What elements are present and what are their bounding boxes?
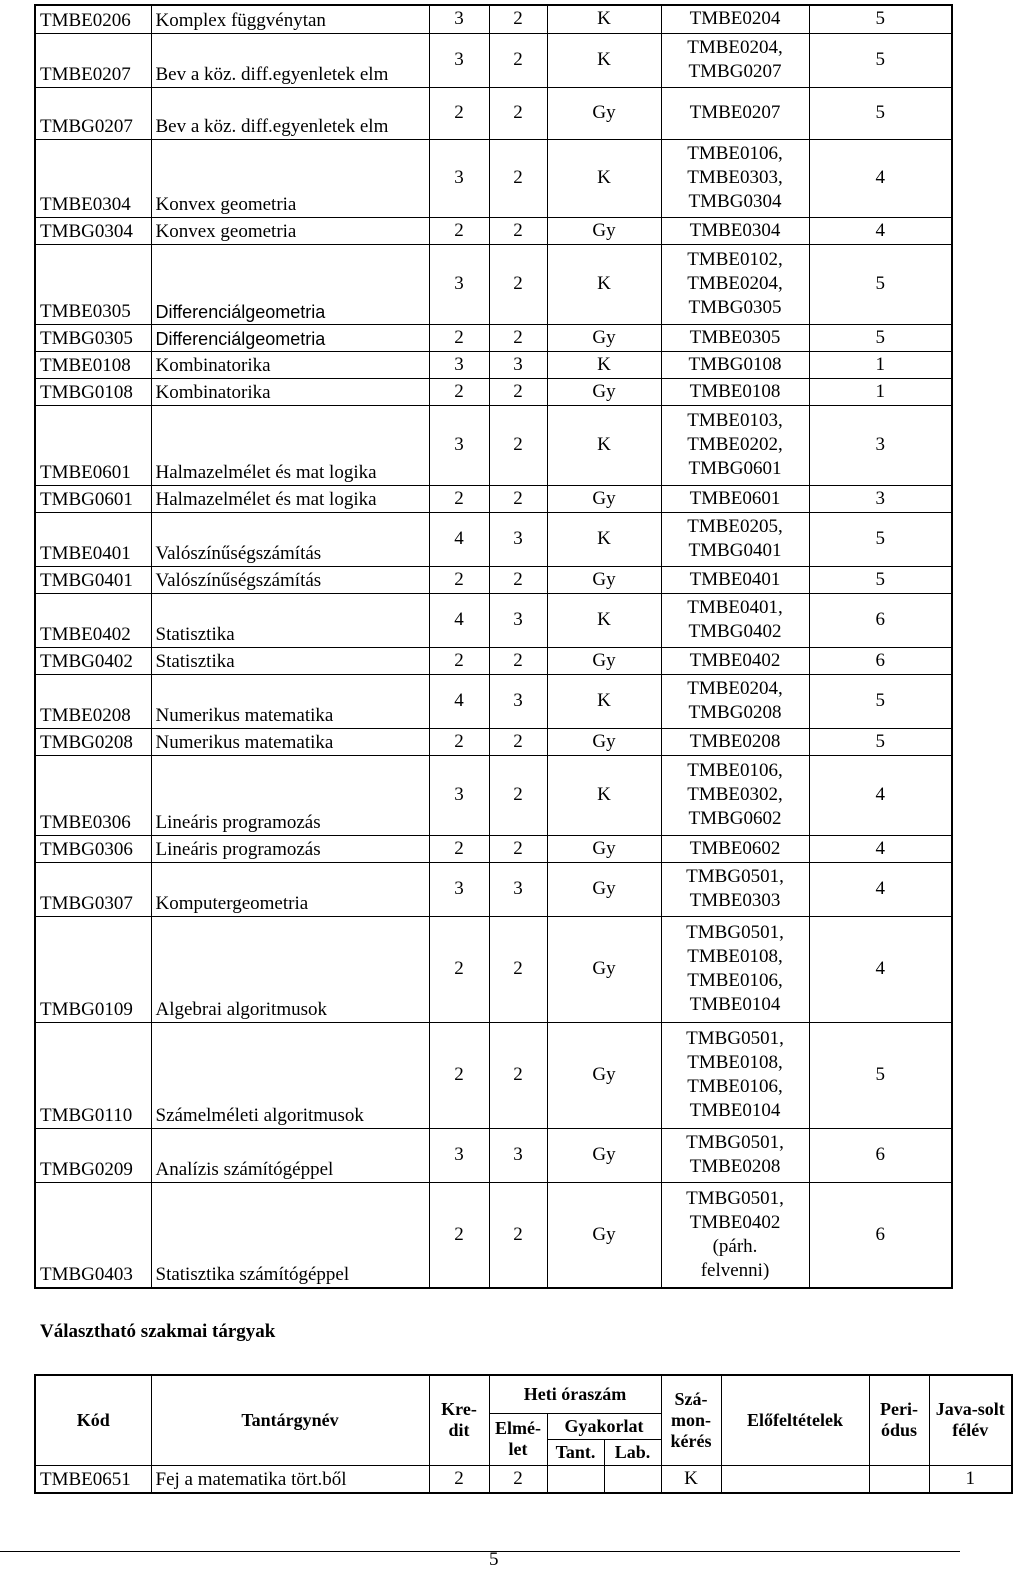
course-exam: Gy <box>547 217 661 244</box>
course-exam: Gy <box>547 1022 661 1128</box>
course-practice: 2 <box>489 217 547 244</box>
course-name: Numerikus matematika <box>151 728 429 755</box>
course-practice: 2 <box>489 139 547 217</box>
course-code: TMBG0209 <box>35 1128 151 1182</box>
course-lecture: 2 <box>429 566 489 593</box>
course-semester: 1 <box>929 1465 1012 1493</box>
course-code: TMBG0304 <box>35 217 151 244</box>
course-exam: K <box>547 674 661 728</box>
course-name: Differenciálgeometria <box>151 324 429 351</box>
course-row <box>35 324 952 351</box>
course-prereqs <box>661 647 809 674</box>
course-row <box>35 835 952 862</box>
prereq-code: TMBE0402 <box>689 1211 781 1233</box>
course-exam: Gy <box>547 1128 661 1182</box>
course-name: Valószínűségszámítás <box>151 566 429 593</box>
prereq-code: TMBE0108, <box>687 946 783 967</box>
course-lecture: 3 <box>429 139 489 217</box>
course-exam: Gy <box>547 835 661 862</box>
prereq-code: TMBG0501, <box>686 922 784 943</box>
course-practice: 2 <box>489 1022 547 1128</box>
course-prereqs <box>661 916 809 1022</box>
course-lecture: 4 <box>429 674 489 728</box>
prereq-code: TMBG0501, <box>686 1132 784 1153</box>
prereq-code: TMBE0304 <box>689 219 781 241</box>
course-name: Konvex geometria <box>151 217 429 244</box>
course-semester: 4 <box>809 755 952 835</box>
course-prereqs <box>661 1128 809 1182</box>
course-row <box>35 217 952 244</box>
course-code: TMBG0401 <box>35 566 151 593</box>
prereq-code: TMBE0401, <box>687 597 783 618</box>
prereq-code: TMBG0207 <box>688 61 782 82</box>
course-name: Komputergeometria <box>151 862 429 916</box>
course-practice: 2 <box>489 324 547 351</box>
course-row <box>35 5 952 33</box>
course-name: Konvex geometria <box>151 139 429 217</box>
course-code: TMBE0401 <box>35 512 151 566</box>
course-code: TMBG0601 <box>35 485 151 512</box>
course-practice-lab <box>604 1465 661 1493</box>
course-code: TMBE0601 <box>35 405 151 485</box>
course-practice: 3 <box>489 674 547 728</box>
course-code: TMBE0108 <box>35 351 151 378</box>
course-lecture: 2 <box>429 324 489 351</box>
course-exam: Gy <box>547 916 661 1022</box>
course-lecture: 3 <box>429 1128 489 1182</box>
course-exam: K <box>547 5 661 33</box>
course-practice: 3 <box>489 512 547 566</box>
course-name: Halmazelmélet és mat logika <box>151 405 429 485</box>
course-name: Bev a köz. diff.egyenletek elm <box>151 87 429 139</box>
course-semester: 5 <box>809 728 952 755</box>
prereq-code: TMBE0207 <box>689 102 781 123</box>
header-weekly-hours: Heti óraszám <box>489 1375 661 1413</box>
course-prereqs <box>661 324 809 351</box>
prereq-code: TMBE0302, <box>687 784 783 805</box>
course-prereqs <box>661 1182 809 1288</box>
course-lecture: 3 <box>429 405 489 485</box>
course-code: TMBG0305 <box>35 324 151 351</box>
course-lecture: 2 <box>429 378 489 405</box>
course-row <box>35 405 952 485</box>
course-name: Statisztika <box>151 647 429 674</box>
course-practice: 2 <box>489 755 547 835</box>
header-semester: Java-solt félév <box>929 1375 1012 1465</box>
course-semester: 1 <box>809 378 952 405</box>
course-prereqs <box>661 5 809 33</box>
course-lecture: 3 <box>429 755 489 835</box>
course-exam: Gy <box>547 1182 661 1288</box>
course-semester: 5 <box>809 324 952 351</box>
course-exam: Gy <box>547 566 661 593</box>
elective-section-title: Választható szakmai tárgyak <box>40 1321 276 1342</box>
course-code: TMBE0651 <box>35 1465 151 1493</box>
course-exam: Gy <box>547 324 661 351</box>
course-exam: K <box>547 33 661 87</box>
course-code: TMBE0305 <box>35 244 151 324</box>
header-prereqs: Előfeltételek <box>721 1375 869 1465</box>
course-name: Lineáris programozás <box>151 755 429 835</box>
course-name: Analízis számítógéppel <box>151 1128 429 1182</box>
prereq-code: TMBG0501, <box>686 1028 784 1049</box>
course-name: Numerikus matematika <box>151 674 429 728</box>
prereq-code: TMBG0501, <box>686 1187 784 1209</box>
course-prereqs <box>661 593 809 647</box>
prereq-code: TMBE0402 <box>689 649 781 671</box>
course-prereqs <box>661 405 809 485</box>
prereq-code: (párh. <box>712 1235 758 1257</box>
course-lecture: 3 <box>429 5 489 33</box>
prereq-code: TMBE0204 <box>689 8 781 30</box>
course-prereqs <box>661 378 809 405</box>
course-prereqs <box>661 835 809 862</box>
course-prereqs <box>661 862 809 916</box>
course-exam: K <box>547 755 661 835</box>
course-code: TMBG0403 <box>35 1182 151 1288</box>
header-practice-tant: Tant. <box>547 1439 604 1465</box>
course-practice: 2 <box>489 87 547 139</box>
course-practice: 3 <box>489 862 547 916</box>
course-exam: Gy <box>547 378 661 405</box>
course-name: Algebrai algoritmusok <box>151 916 429 1022</box>
course-name: Valószínűségszámítás <box>151 512 429 566</box>
course-row <box>35 862 952 916</box>
header-code: Kód <box>35 1375 151 1465</box>
course-semester: 6 <box>809 593 952 647</box>
course-prereqs <box>661 512 809 566</box>
prereq-code: TMBE0106, <box>687 143 783 164</box>
required-courses-table <box>34 4 953 1289</box>
prereq-code: TMBE0305 <box>689 326 781 348</box>
course-exam: K <box>547 512 661 566</box>
course-semester: 5 <box>809 244 952 324</box>
course-code: TMBE0402 <box>35 593 151 647</box>
course-practice: 2 <box>489 1182 547 1288</box>
header-practice: Gyakorlat <box>547 1413 661 1439</box>
prereq-code: TMBE0205, <box>687 516 783 537</box>
prereq-code: TMBE0208 <box>689 1156 781 1177</box>
course-row <box>35 244 952 324</box>
course-code: TMBG0402 <box>35 647 151 674</box>
course-code: TMBE0304 <box>35 139 151 217</box>
course-prereqs <box>661 244 809 324</box>
course-row <box>35 351 952 378</box>
course-row <box>35 33 952 87</box>
course-name: Halmazelmélet és mat logika <box>151 485 429 512</box>
course-prereqs <box>721 1465 869 1493</box>
course-semester: 4 <box>809 835 952 862</box>
prereq-code: TMBE0108 <box>689 380 781 402</box>
course-prereqs <box>661 139 809 217</box>
course-code: TMBG0307 <box>35 862 151 916</box>
course-exam: K <box>547 405 661 485</box>
course-prereqs <box>661 33 809 87</box>
course-exam: Gy <box>547 862 661 916</box>
course-prereqs <box>661 485 809 512</box>
course-semester: 6 <box>809 647 952 674</box>
prereq-code: TMBE0102, <box>687 249 783 270</box>
page-number: 5 <box>489 1549 499 1570</box>
course-practice: 3 <box>489 351 547 378</box>
course-row <box>35 1182 952 1288</box>
course-code: TMBG0108 <box>35 378 151 405</box>
course-prereqs <box>661 566 809 593</box>
course-lecture: 4 <box>429 512 489 566</box>
course-row <box>35 755 952 835</box>
header-name: Tantárgynév <box>151 1375 429 1465</box>
prereq-code: TMBG0305 <box>688 297 782 318</box>
course-lecture: 2 <box>489 1465 547 1493</box>
header-exam: Szá-mon-kérés <box>661 1375 721 1465</box>
course-lecture: 2 <box>429 87 489 139</box>
course-practice: 2 <box>489 916 547 1022</box>
elective-courses-table <box>34 1374 1013 1494</box>
course-name: Bev a köz. diff.egyenletek elm <box>151 33 429 87</box>
prereq-code: TMBE0106, <box>687 1076 783 1097</box>
course-lecture: 2 <box>429 835 489 862</box>
course-semester: 6 <box>809 1128 952 1182</box>
prereq-code: TMBE0108, <box>687 1052 783 1073</box>
course-name: Kombinatorika <box>151 351 429 378</box>
course-practice: 3 <box>489 1128 547 1182</box>
header-period: Peri-ódus <box>869 1375 929 1465</box>
course-prereqs <box>661 87 809 139</box>
prereq-code: TMBE0106, <box>687 970 783 991</box>
course-practice: 2 <box>489 728 547 755</box>
prereq-code: TMBE0204, <box>687 37 783 58</box>
course-row <box>35 1128 952 1182</box>
course-code: TMBE0206 <box>35 5 151 33</box>
course-code: TMBE0208 <box>35 674 151 728</box>
prereq-code: TMBG0401 <box>688 540 782 561</box>
course-code: TMBG0207 <box>35 87 151 139</box>
header-credit: Kre-dit <box>429 1375 489 1465</box>
course-exam: Gy <box>547 87 661 139</box>
course-practice: 2 <box>489 244 547 324</box>
course-practice-tant <box>547 1465 604 1493</box>
course-name: Lineáris programozás <box>151 835 429 862</box>
prereq-code: TMBE0103, <box>687 410 783 431</box>
prereq-code: TMBE0104 <box>689 994 781 1015</box>
course-lecture: 2 <box>429 728 489 755</box>
prereq-code: TMBE0208 <box>689 730 781 752</box>
prereq-code: TMBE0106, <box>687 760 783 781</box>
course-exam: Gy <box>547 647 661 674</box>
header-lecture: Elmé-let <box>489 1413 547 1465</box>
course-row <box>35 916 952 1022</box>
course-period <box>869 1465 929 1493</box>
course-semester: 4 <box>809 916 952 1022</box>
prereq-code: TMBE0104 <box>689 1100 781 1121</box>
course-semester: 5 <box>809 512 952 566</box>
course-practice: 2 <box>489 835 547 862</box>
course-prereqs <box>661 217 809 244</box>
course-lecture: 3 <box>429 33 489 87</box>
course-prereqs <box>661 755 809 835</box>
course-semester: 4 <box>809 217 952 244</box>
course-name: Differenciálgeometria <box>151 244 429 324</box>
course-row <box>35 1022 952 1128</box>
course-exam: Gy <box>547 728 661 755</box>
course-exam: K <box>547 244 661 324</box>
course-prereqs <box>661 728 809 755</box>
course-semester: 5 <box>809 674 952 728</box>
course-prereqs <box>661 1022 809 1128</box>
course-exam: Gy <box>547 485 661 512</box>
course-practice: 2 <box>489 33 547 87</box>
prereq-code: TMBE0204, <box>687 678 783 699</box>
course-practice: 2 <box>489 5 547 33</box>
prereq-code: TMBE0401 <box>689 568 781 590</box>
prereq-code: TMBG0501, <box>686 866 784 887</box>
course-practice: 2 <box>489 405 547 485</box>
course-semester: 5 <box>809 1022 952 1128</box>
course-code: TMBG0208 <box>35 728 151 755</box>
course-lecture: 2 <box>429 485 489 512</box>
course-exam: K <box>547 593 661 647</box>
course-semester: 3 <box>809 405 952 485</box>
course-lecture: 3 <box>429 351 489 378</box>
course-practice: 2 <box>489 378 547 405</box>
course-semester: 5 <box>809 87 952 139</box>
course-name: Komplex függvénytan <box>151 5 429 33</box>
course-practice: 2 <box>489 647 547 674</box>
course-practice: 3 <box>489 593 547 647</box>
course-semester: 1 <box>809 351 952 378</box>
course-lecture: 3 <box>429 244 489 324</box>
prereq-code: TMBG0304 <box>688 191 782 212</box>
course-row <box>35 728 952 755</box>
course-lecture: 2 <box>429 217 489 244</box>
course-practice: 2 <box>489 566 547 593</box>
course-row <box>35 593 952 647</box>
course-lecture: 2 <box>429 647 489 674</box>
course-name: Statisztika <box>151 593 429 647</box>
course-lecture: 2 <box>429 1022 489 1128</box>
prereq-code: felvenni) <box>700 1259 770 1281</box>
course-code: TMBE0207 <box>35 33 151 87</box>
course-row <box>35 674 952 728</box>
course-name: Kombinatorika <box>151 378 429 405</box>
course-credit: 2 <box>429 1465 489 1493</box>
course-name: Fej a matematika tört.ből <box>151 1465 429 1493</box>
course-name: Számelméleti algoritmusok <box>151 1022 429 1128</box>
course-code: TMBG0110 <box>35 1022 151 1128</box>
course-row <box>35 485 952 512</box>
prereq-code: TMBE0601 <box>689 487 781 509</box>
course-lecture: 2 <box>429 916 489 1022</box>
prereq-code: TMBE0303 <box>689 890 781 911</box>
course-row <box>35 566 952 593</box>
course-prereqs <box>661 674 809 728</box>
prereq-code: TMBG0108 <box>688 353 782 375</box>
prereq-code: TMBE0602 <box>689 837 781 859</box>
course-row <box>35 647 952 674</box>
course-semester: 5 <box>809 33 952 87</box>
course-row <box>35 87 952 139</box>
course-semester: 3 <box>809 485 952 512</box>
course-row <box>35 512 952 566</box>
elective-row <box>35 1465 1012 1493</box>
course-exam: K <box>547 139 661 217</box>
course-code: TMBE0306 <box>35 755 151 835</box>
course-lecture: 2 <box>429 1182 489 1288</box>
course-semester: 4 <box>809 862 952 916</box>
header-practice-lab: Lab. <box>604 1439 661 1465</box>
course-semester: 5 <box>809 566 952 593</box>
prereq-code: TMBG0402 <box>688 621 782 642</box>
prereq-code: TMBG0208 <box>688 702 782 723</box>
course-semester: 5 <box>809 5 952 33</box>
course-name: Statisztika számítógéppel <box>151 1182 429 1288</box>
course-exam: K <box>547 351 661 378</box>
footer-divider <box>0 1551 960 1552</box>
course-row <box>35 378 952 405</box>
course-code: TMBG0306 <box>35 835 151 862</box>
course-semester: 4 <box>809 139 952 217</box>
course-exam: K <box>661 1465 721 1493</box>
course-lecture: 4 <box>429 593 489 647</box>
prereq-code: TMBE0202, <box>687 434 783 455</box>
course-practice: 2 <box>489 485 547 512</box>
course-semester: 6 <box>809 1182 952 1288</box>
prereq-code: TMBE0204, <box>687 273 783 294</box>
course-lecture: 3 <box>429 862 489 916</box>
prereq-code: TMBE0303, <box>687 167 783 188</box>
prereq-code: TMBG0602 <box>688 808 782 829</box>
course-code: TMBG0109 <box>35 916 151 1022</box>
prereq-code: TMBG0601 <box>688 458 782 479</box>
course-row <box>35 139 952 217</box>
course-prereqs <box>661 351 809 378</box>
